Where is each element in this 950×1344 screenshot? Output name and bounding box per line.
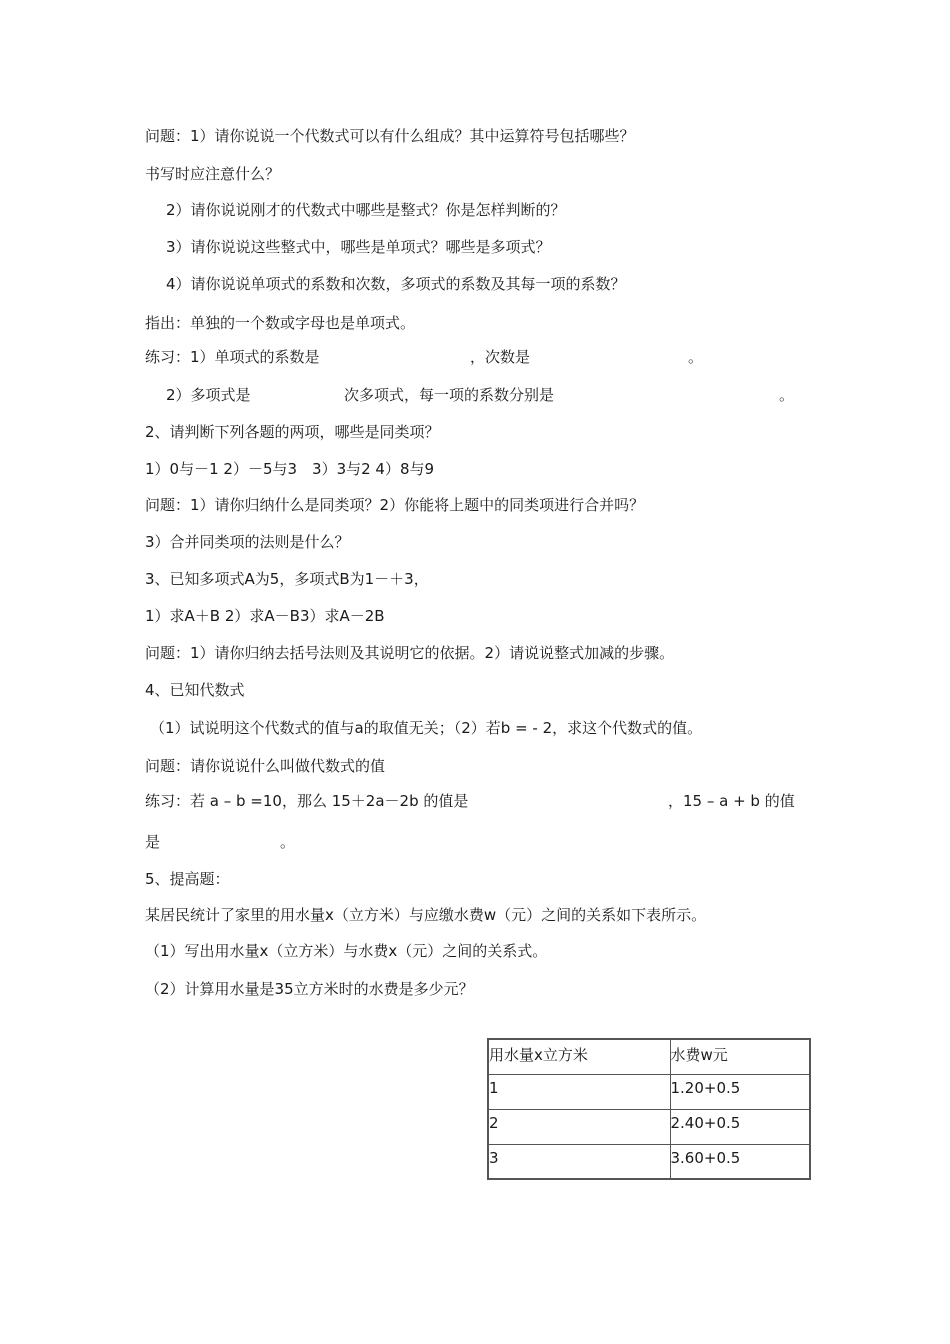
exercise-1-degree-label: ，次数是 <box>470 348 531 366</box>
section-2-items: 1）0与－1 2）－5与3 3）3与2 4）8与9 <box>145 460 435 478</box>
section-2-title: 2、请判断下列各题的两项，哪些是同类项？ <box>145 423 440 441</box>
section-4-exercise-2: ，15 – a + b 的值 <box>668 792 795 810</box>
section-2-question: 问题：1）请你归纳什么是同类项？2）你能将上题中的同类项进行合并吗？ <box>145 496 645 514</box>
table-header-cell: 用水量x立方米 <box>488 1039 670 1074</box>
question-3: 3）请你说说这些整式中，哪些是单项式？哪些是多项式？ <box>166 238 551 256</box>
exercise-2-coef-label: 次多项式，每一项的系数分别是 <box>344 386 555 404</box>
note: 指出：单独的一个数或字母也是单项式。 <box>145 314 416 332</box>
table-cell: 3.60+0.5 <box>670 1144 810 1179</box>
exercise-1-text: 练习：1）单项式的系数是 <box>145 348 320 366</box>
question-4: 4）请你说说单项式的系数和次数，多项式的系数及其每一项的系数？ <box>166 275 626 293</box>
table-cell: 1.20+0.5 <box>670 1074 810 1109</box>
section-4-title: 4、已知代数式 <box>145 681 245 699</box>
section-3-title: 3、已知多项式A为5，多项式B为1－＋3， <box>145 570 429 588</box>
section-4-exercise-cont: 是 <box>145 833 161 851</box>
table-row <box>488 1144 810 1179</box>
section-4-question: 问题：请你说说什么叫做代数式的值 <box>145 757 386 775</box>
table-cell: 2.40+0.5 <box>670 1109 810 1144</box>
section-5-intro: 某居民统计了家里的用水量x（立方米）与应缴水费w（元）之间的关系如下表所示。 <box>145 906 707 924</box>
table-cell: 3 <box>488 1144 670 1179</box>
section-5-task-1: （1）写出用水量x（立方米）与水费x（元）之间的关系式。 <box>145 942 548 960</box>
table-row <box>488 1074 810 1109</box>
section-4-exercise: 练习：若 a – b =10，那么 15＋2a－2b 的值是 <box>145 792 469 810</box>
section-5-task-2: （2）计算用水量是35立方米时的水费是多少元？ <box>145 980 474 998</box>
section-3-question: 问题：1）请你归纳去括号法则及其说明它的依据。2）请说说整式加减的步骤。 <box>145 644 675 662</box>
exercise-2-text: 2）多项式是 <box>166 386 251 404</box>
section-3-items: 1）求A＋B 2）求A－B3）求A－2B <box>145 607 385 625</box>
question-2: 2）请你说说刚才的代数式中哪些是整式？你是怎样判断的？ <box>166 201 566 219</box>
exercise-2-end: 。 <box>779 386 795 404</box>
table-row <box>488 1109 810 1144</box>
exercise-1-end: 。 <box>688 348 704 366</box>
table-cell: 2 <box>488 1109 670 1144</box>
table-cell: 1 <box>488 1074 670 1109</box>
section-5-title: 5、提高题： <box>145 870 230 888</box>
question-1-cont: 书写时应注意什么？ <box>145 165 281 183</box>
question-1: 问题：1）请你说说一个代数式可以有什么组成？其中运算符号包括哪些？ <box>145 127 635 145</box>
water-fee-table <box>487 1038 811 1180</box>
section-4-exercise-end: 。 <box>280 833 296 851</box>
table-header-cell: 水费w元 <box>670 1039 810 1074</box>
table-header-row <box>488 1039 810 1074</box>
section-4-items: （1）试说明这个代数式的值与a的取值无关；（2）若b = - 2，求这个代数式的值。 <box>150 719 703 737</box>
section-2-question-cont: 3）合并同类项的法则是什么？ <box>145 533 350 551</box>
